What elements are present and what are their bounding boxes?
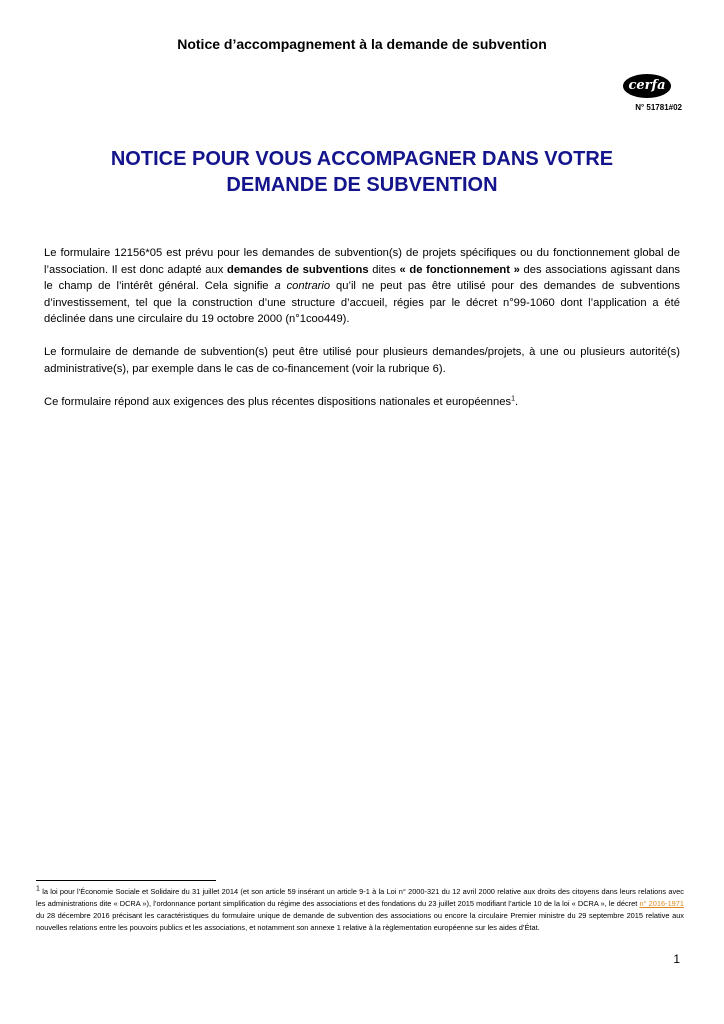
footnote-text-1: la loi pour l’Économie Sociale et Solidaire du 31 juillet 2014 (et son article 59 insérant un article 9-1 à la Loi n° 2000-321 du 12 avril 2000 relative aux droits des citoyens dans leurs relations avec les administrations dite « DCRA »), l’ordonnance portant simplification du régime des associations et des fondations du 23 juillet 2015 modifiant l’article 10 de la loi « DCRA », le décret bbox=[36, 887, 684, 908]
footnote-reference[interactable]: 1 bbox=[511, 395, 515, 403]
footnote bbox=[36, 886, 684, 934]
footnote-text-2: du 28 décembre 2016 précisant les caractéristiques du formulaire unique de demande de subvention des associations ou encore la circulaire Premier ministre du 29 septembre 2015 relative aux nouvelles relations entre les pouvoirs publics et les associations, et notamment son annexe 1 relative à la règlementation européenne sur les aides d’État. bbox=[36, 911, 684, 932]
compliance-text: Ce formulaire répond aux exigences des plus récentes dispositions nationales et européennes bbox=[44, 396, 512, 408]
page-title-line-2: DEMANDE DE SUBVENTION bbox=[226, 174, 498, 196]
page-title-line-1: NOTICE POUR VOUS ACCOMPAGNER DANS VOTRE bbox=[110, 148, 614, 170]
intro-text-4: qu’il ne peut pas être utilisé pour des demandes de subventions d’investissement, tel que la construction d’une structure d’accueil, régies par le décret n°99-1060 dont l’application a été déclinée dans une circulaire du 19 octobre 2000 (n°1coo449). bbox=[44, 280, 680, 325]
usage-paragraph bbox=[44, 344, 680, 377]
intro-text-1: Le formulaire 12156*05 est prévu pour les demandes de subvention(s) de projets spécifiques ou du fonctionnement global de l’association. Il est donc adapté aux bbox=[44, 247, 680, 276]
intro-text-3: des associations agissant dans le champ de l’intérêt général. Cela signifie bbox=[44, 263, 681, 292]
intro-italic: a contrario bbox=[274, 280, 331, 292]
intro-bold-1: demandes de subventions bbox=[226, 263, 369, 276]
footnote-marker: 1 bbox=[36, 885, 40, 893]
compliance-end: . bbox=[514, 396, 519, 408]
intro-bold-2: « de fonctionnement » bbox=[399, 263, 520, 276]
footnote-divider bbox=[36, 880, 216, 881]
usage-text: Le formulaire de demande de subvention(s) peut être utilisé pour plusieurs demandes/projets, à une ou plusieurs autorité(s) administrative(s), par exemple dans le cas de co-financement (voir la rubrique 6). bbox=[44, 346, 680, 375]
page-number: 1 bbox=[673, 952, 680, 966]
intro-text-2: dites bbox=[368, 263, 400, 276]
decree-link[interactable]: n° 2016-1971 bbox=[639, 899, 685, 908]
page-title bbox=[0, 146, 724, 198]
document-header: Notice d’accompagnement à la demande de subvention bbox=[177, 36, 547, 52]
intro-paragraph bbox=[44, 245, 680, 328]
compliance-paragraph bbox=[44, 394, 680, 411]
cerfa-number: N° 51781#02 bbox=[635, 103, 682, 112]
cerfa-logo: cerfa bbox=[623, 74, 671, 98]
